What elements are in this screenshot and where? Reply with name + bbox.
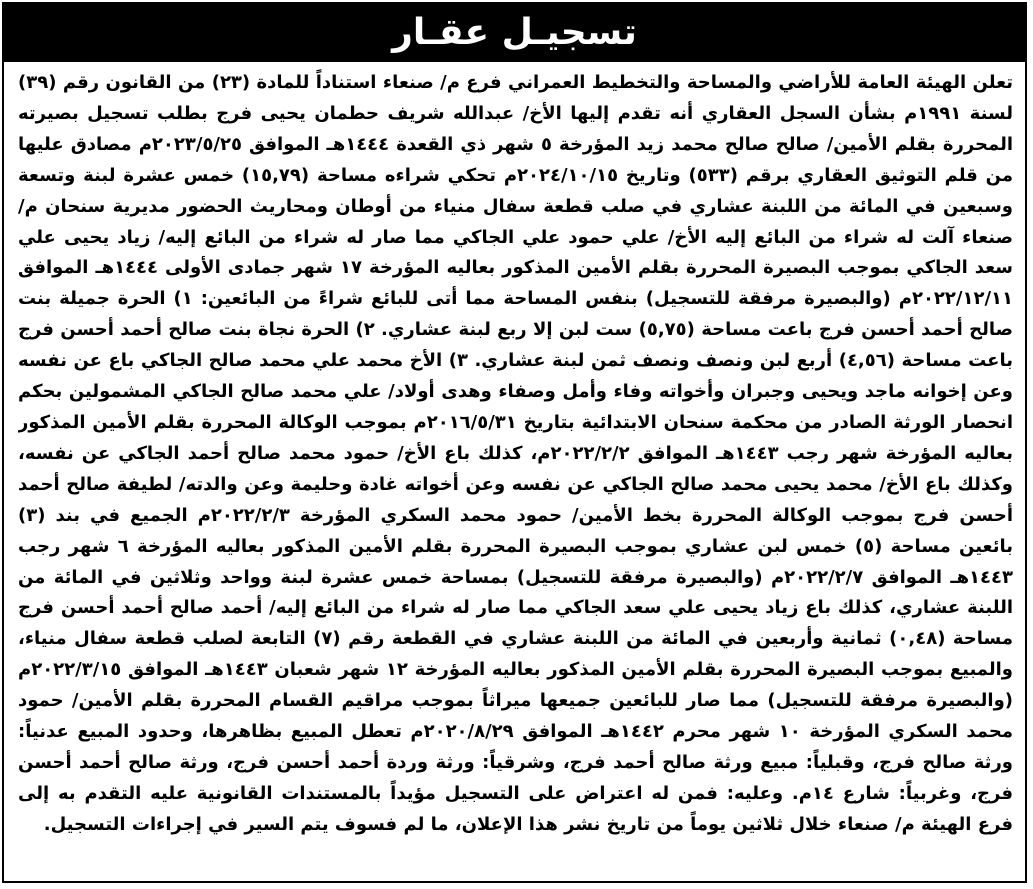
notice-frame <box>2 2 1027 883</box>
title-bar <box>4 4 1025 62</box>
notice-title: تسجيـل عقـار <box>392 12 637 53</box>
notice-body: تعلن الهيئة العامة للأراضي والمساحة والتخطيط العمراني فرع م/ صنعاء استناداً للمادة (٢٣) من القانون رقم (٣٩) لسنة ١٩٩١م بشأن السجل العقاري أنه تقدم إليها الأخ/ عبدالله شريف حطمان يحيى فرج بطلب تسجيل بصيرته المحررة بقلم الأمين/ صالح صالح محمد زيد المؤرخة ٥ شهر ذي القعدة ١٤٤٤هـ الموافق ٢٠٢٣/٥/٢٥م مصادق عليها من قلم التوثيق العقاري برقم (٥٣٣) وتاريخ ٢٠٢٤/١٠/١٥م تحكي شراءه مساحة (١٥,٧٩) خمس عشرة لبنة وتسعة وسبعين في المائة من اللبنة عشاري في صلب قطعة سفال منياء من أوطان ومحاريث الحضور مديرية سنحان م/ صنعاء آلت له شراء من البائع إليه الأخ/ علي حمود علي الجاكي مما صار له شراء من البائع إليه/ زياد يحيى علي سعد الجاكي بموجب البصيرة المحررة بقلم الأمين المذكور بعاليه المؤرخة ١٧ شهر جمادى الأولى ١٤٤٤هـ الموافق ٢٠٢٢/١٢/١١م (والبصيرة مرفقة للتسجيل) بنفس المساحة مما أتى للبائع شراءً من البائعين: ١) الحرة جميلة بنت صالح أحمد أحسن فرج باعت مساحة (٥,٧٥) ست لبن إلا ربع لبنة عشاري. ٢) الحرة نجاة بنت صالح أحمد أحسن فرج باعت مساحة (٤,٥٦) أربع لبن ونصف ونصف ثمن لبنة عشاري. ٣) الأخ محمد علي محمد صالح الجاكي باع عن نفسه وعن إخوانه ماجد ويحيى وجبران وأخواته وفاء وأمل وصفاء وهدى أولاد/ علي محمد صالح الجاكي المشمولين بحكم انحصار الورثة الصادر من محكمة سنحان الابتدائية بتاريخ ٢٠١٦/٥/٣١م بموجب الوكالة المحررة بقلم الأمين المذكور بعاليه المؤرخة شهر رجب ١٤٤٣هـ الموافق ٢٠٢٢/٢/٢م، كذلك باع الأخ/ حمود محمد صالح أحمد الجاكي عن نفسه، وكذلك باع الأخ/ محمد يحيى محمد صالح الجاكي عن نفسه وعن أخواته غادة وحليمة وعن والدته/ لطيفة صالح أحمد أحسن فرج بموجب الوكالة المحررة بخط الأمين/ حمود محمد السكري المؤرخة ٢٠٢٢/٢/٣م الجميع في بند (٣) بائعين مساحة (٥) خمس لبن عشاري بموجب البصيرة المحررة بقلم الأمين المذكور بعاليه المؤرخة ٦ شهر رجب ١٤٤٣هـ الموافق ٢٠٢٢/٢/٧م (والبصيرة مرفقة للتسجيل) بمساحة خمس عشرة لبنة وواحد وثلاثين في المائة من اللبنة عشاري، كذلك باع زياد يحيى علي سعد الجاكي مما صار له شراء من البائع إليه/ أحمد صالح أحمد أحسن فرج مساحة (٠,٤٨) ثمانية وأربعين في المائة من اللبنة عشاري في القطعة رقم (٧) التابعة لصلب قطعة سفال منياء، والمبيع بموجب البصيرة المحررة بقلم الأمين المذكور بعاليه المؤرخة ١٢ شهر شعبان ١٤٤٣هـ الموافق ٢٠٢٢/٣/١٥م (والبصيرة مرفقة للتسجيل) مما صار للبائعين جميعها ميراثاً بموجب مراقيم القسام المحررة بقلم الأمين/ حمود محمد السكري المؤرخة ١٠ شهر محرم ١٤٤٢هـ الموافق ٢٠٢٠/٨/٢٩م تعطل المبيع بظاهرها، وحدود المبيع عدنياً: ورثة صالح فرج، وقبلياً: مبيع ورثة صالح أحمد فرج، وشرقياً: ورثة وردة أحمد أحسن فرج، ورثة صالح أحمد أحسن فرج، وغربياً: شارع ١٤م. وعليه: فمن له اعتراض على التسجيل مؤيداً بالمستندات القانونية عليه التقدم به إلى فرع الهيئة م/ صنعاء خلال ثلاثين يوماً من تاريخ نشر هذا الإعلان، ما لم فسوف يتم السير في إجراءات التسجيل. <box>18 72 1013 835</box>
